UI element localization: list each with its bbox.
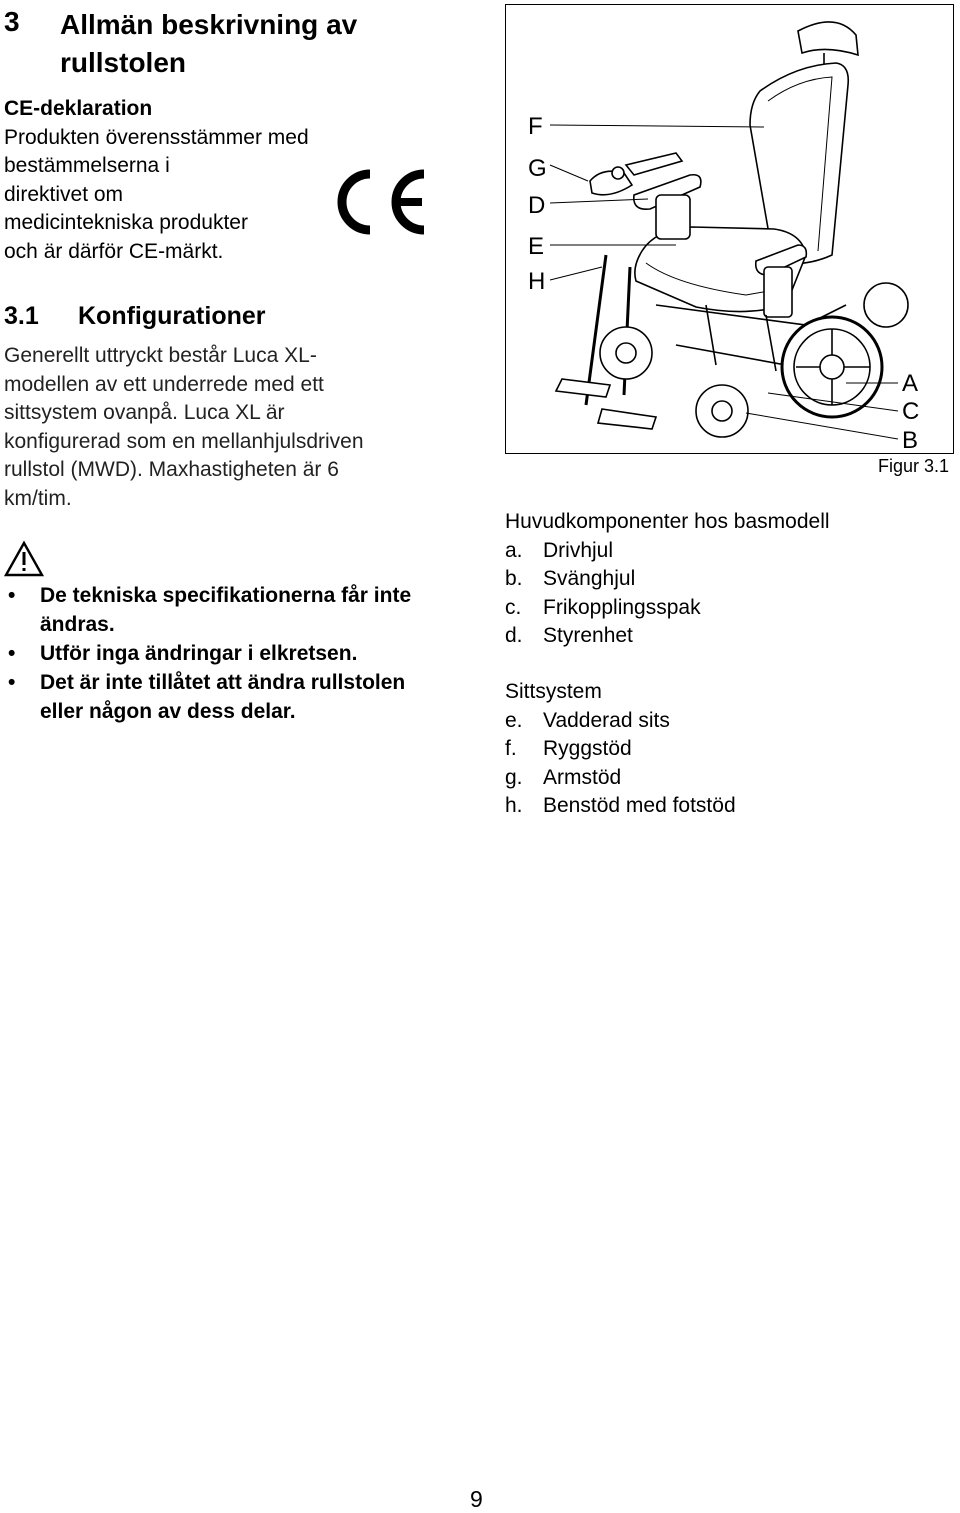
list-item [505,735,945,764]
list-item [505,622,945,651]
paragraph-line: modellen av ett underrede med ett [4,372,324,396]
page-number: 9 [470,1486,483,1512]
figure-label-e: E [528,233,545,260]
paragraph-line: km/tim. [4,486,72,510]
list-label: Drivhjul [543,538,614,562]
list-label: Styrenhet [543,624,633,647]
wheelchair-illustration [506,5,953,453]
ce-mark-icon [330,168,428,236]
figure-label-d: D [528,192,546,219]
ce-line: bestämmelserna i [4,154,170,177]
list-key: c. [505,595,522,619]
ce-line: medicintekniska produkter [4,211,248,234]
list-label: Ryggstöd [543,737,632,760]
chapter-number: 3 [4,6,20,37]
warning-triangle-icon [4,540,44,578]
ce-line: direktivet om [4,182,124,206]
components-title: Huvudkomponenter hos basmodell [505,510,830,533]
ce-line: Produkten överensstämmer med [4,125,309,149]
section-paragraph [4,342,444,513]
list-item [505,565,945,594]
seating-title: Sittsystem [505,680,602,703]
figure-label-g: G [528,155,547,182]
paragraph-line: sittsystem ovanpå. Luca XL är [4,401,285,424]
chapter-title: Allmän beskrivning av rullstolen [60,9,358,78]
warning-item: • Det är inte tillåtet att ändra rullstolen eller någon av dess delar. [4,668,444,726]
list-item [505,707,945,736]
figure-label-a: A [902,370,919,397]
figure-label-c: C [902,398,920,425]
ce-declaration [4,95,334,266]
list-label: Svänghjul [543,567,636,590]
ce-title: CE-deklaration [4,97,153,120]
list-key: b. [505,567,523,590]
list-key: h. [505,794,523,817]
list-key: e. [505,708,523,732]
warning-list [4,581,444,726]
figure-label-f: F [528,113,543,140]
list-label: Benstöd med fotstöd [543,794,736,817]
list-key: f. [505,737,517,760]
section-title: Konfigurationer [78,302,266,330]
warning-item: • De tekniska specifikationerna får inte ändras. [4,581,444,639]
list-label: Vadderad sits [543,708,670,732]
section-number: 3.1 [4,302,39,330]
figure-caption: Figur 3.1 [878,456,950,476]
paragraph-line: Generellt uttryckt består Luca XL- [4,344,317,367]
figure-label-b: B [902,427,919,454]
figure-label-h: H [528,268,546,295]
list-label: Frikopplingsspak [543,595,701,619]
paragraph-line: konfigurerad som en mellanhjulsdriven [4,429,364,453]
list-key: g. [505,765,523,789]
components-list [505,508,945,651]
seating-list [505,678,945,821]
warning-item: • Utför inga ändringar i elkretsen. [4,639,444,668]
list-item [505,792,945,821]
list-key: d. [505,624,523,647]
list-item [505,764,945,793]
list-label: Armstöd [543,765,622,789]
list-item [505,594,945,623]
list-key: a. [505,538,523,562]
list-item [505,537,945,566]
paragraph-line: rullstol (MWD). Maxhastigheten är 6 [4,458,339,481]
ce-line: och är därför CE-märkt. [4,239,224,263]
